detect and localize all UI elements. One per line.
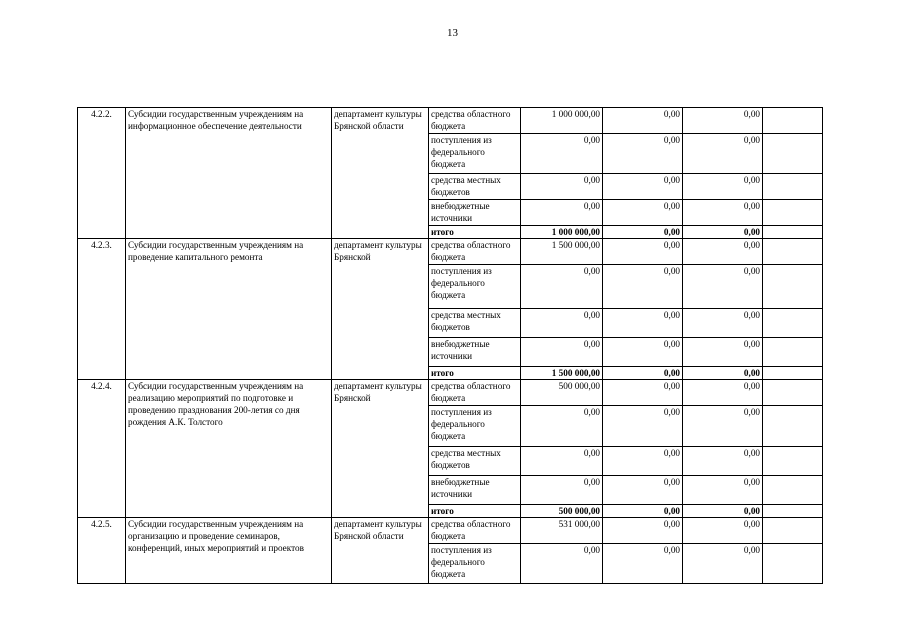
empty-cell [763,380,823,406]
empty-cell [763,544,823,584]
amount-cell: 0,00 [521,174,603,200]
amount-cell: 0,00 [683,367,763,380]
empty-cell [763,226,823,239]
funding-source-cell: поступления из федерального бюджета [429,544,521,584]
funding-source-cell: итого [429,367,521,380]
amount-cell: 0,00 [683,239,763,265]
item-name-cell: Субсидии государственным учреждениям на проведение капитального ремонта [126,239,332,380]
empty-cell [763,200,823,226]
amount-cell: 0,00 [683,309,763,338]
amount-cell: 0,00 [683,134,763,174]
amount-cell: 500 000,00 [521,505,603,518]
amount-cell: 0,00 [683,447,763,476]
funding-source-cell: поступления из федерального бюджета [429,265,521,309]
empty-cell [763,309,823,338]
empty-cell [763,134,823,174]
amount-cell: 0,00 [521,544,603,584]
amount-cell: 0,00 [683,200,763,226]
amount-cell: 0,00 [521,200,603,226]
department-cell: департамент культуры Брянской области [332,518,429,584]
funding-source-cell: средства областного бюджета [429,380,521,406]
amount-cell: 0,00 [603,134,683,174]
item-number-cell: 4.2.2. [78,108,126,239]
amount-cell: 0,00 [603,239,683,265]
amount-cell: 1 000 000,00 [521,108,603,134]
amount-cell: 0,00 [683,226,763,239]
empty-cell [763,505,823,518]
amount-cell: 0,00 [683,108,763,134]
empty-cell [763,338,823,367]
table-row [78,380,823,406]
funding-source-cell: средства областного бюджета [429,108,521,134]
funding-source-cell: внебюджетные источники [429,338,521,367]
empty-cell [763,476,823,505]
amount-cell: 0,00 [521,406,603,447]
budget-table [77,107,823,584]
item-number-cell: 4.2.5. [78,518,126,584]
empty-cell [763,239,823,265]
funding-source-cell: внебюджетные источники [429,476,521,505]
department-cell: департамент культуры Брянской области [332,108,429,239]
amount-cell: 0,00 [521,447,603,476]
amount-cell: 0,00 [603,265,683,309]
funding-source-cell: средства местных бюджетов [429,447,521,476]
amount-cell: 0,00 [683,174,763,200]
department-cell: департамент культуры Брянской [332,239,429,380]
empty-cell [763,367,823,380]
amount-cell: 0,00 [603,476,683,505]
funding-source-cell: внебюджетные источники [429,200,521,226]
amount-cell: 0,00 [683,265,763,309]
amount-cell: 0,00 [603,544,683,584]
empty-cell [763,108,823,134]
funding-source-cell: итого [429,505,521,518]
amount-cell: 0,00 [603,338,683,367]
department-cell: департамент культуры Брянской [332,380,429,518]
empty-cell [763,174,823,200]
table-body [78,108,823,584]
item-name-cell: Субсидии государственным учреждениям на информационное обеспечение деятельности [126,108,332,239]
table-row [78,518,823,544]
amount-cell: 1 000 000,00 [521,226,603,239]
funding-source-cell: итого [429,226,521,239]
amount-cell: 0,00 [521,309,603,338]
amount-cell: 0,00 [603,174,683,200]
amount-cell: 531 000,00 [521,518,603,544]
funding-source-cell: средства местных бюджетов [429,174,521,200]
amount-cell: 0,00 [683,544,763,584]
empty-cell [763,447,823,476]
amount-cell: 1 500 000,00 [521,367,603,380]
amount-cell: 0,00 [683,505,763,518]
amount-cell: 0,00 [603,505,683,518]
amount-cell: 0,00 [603,406,683,447]
funding-source-cell: поступления из федерального бюджета [429,134,521,174]
table-row [78,239,823,265]
amount-cell: 0,00 [603,309,683,338]
item-number-cell: 4.2.3. [78,239,126,380]
amount-cell: 0,00 [603,367,683,380]
amount-cell: 0,00 [683,380,763,406]
amount-cell: 500 000,00 [521,380,603,406]
empty-cell [763,406,823,447]
empty-cell [763,265,823,309]
amount-cell: 0,00 [521,338,603,367]
amount-cell: 0,00 [603,447,683,476]
amount-cell: 0,00 [521,134,603,174]
amount-cell: 0,00 [521,476,603,505]
amount-cell: 1 500 000,00 [521,239,603,265]
amount-cell: 0,00 [683,518,763,544]
page-number: 13 [447,27,458,39]
funding-source-cell: средства областного бюджета [429,239,521,265]
table-row [78,108,823,134]
amount-cell: 0,00 [683,476,763,505]
item-number-cell: 4.2.4. [78,380,126,518]
amount-cell: 0,00 [683,338,763,367]
amount-cell: 0,00 [683,406,763,447]
amount-cell: 0,00 [603,108,683,134]
amount-cell: 0,00 [603,380,683,406]
amount-cell: 0,00 [603,518,683,544]
item-name-cell: Субсидии государственным учреждениям на реализацию мероприятий по подготовке и проведению празднования 200-летия со дня рождения А.К. Толстого [126,380,332,518]
amount-cell: 0,00 [603,200,683,226]
item-name-cell: Субсидии государственным учреждениям на организацию и проведение семинаров, конференций, иных мероприятий и проектов [126,518,332,584]
funding-source-cell: поступления из федерального бюджета [429,406,521,447]
funding-source-cell: средства областного бюджета [429,518,521,544]
empty-cell [763,518,823,544]
amount-cell: 0,00 [521,265,603,309]
amount-cell: 0,00 [603,226,683,239]
funding-source-cell: средства местных бюджетов [429,309,521,338]
